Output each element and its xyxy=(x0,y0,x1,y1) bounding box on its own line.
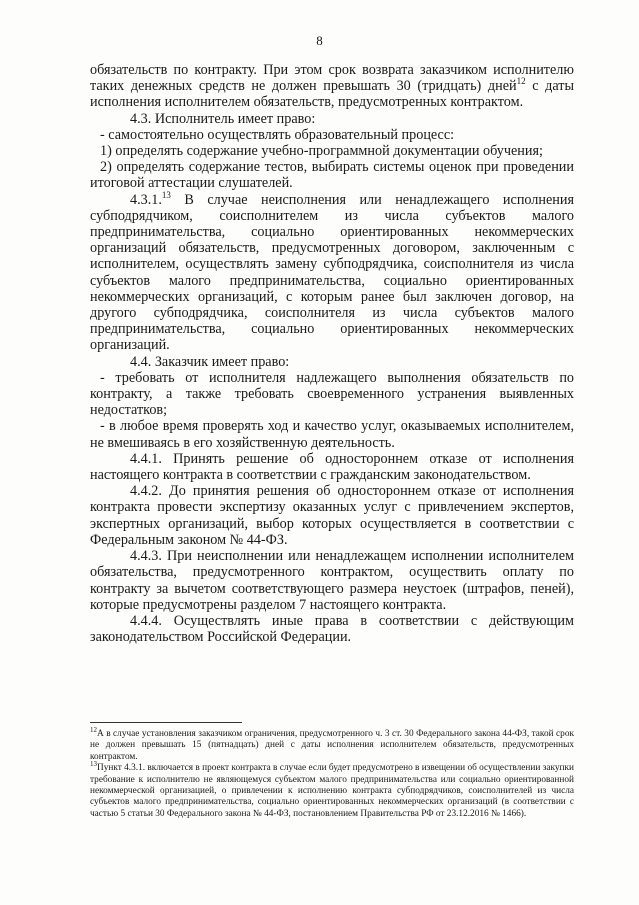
footnote-ref-13: 13 xyxy=(161,189,171,200)
contract-body-text xyxy=(90,62,574,645)
page-number: 8 xyxy=(316,33,323,48)
footnote-divider xyxy=(90,722,242,723)
clause-4-4-item-check: - в любое время проверять ход и качество услуг, оказываемых исполнителем, не вмешиваясь в его хозяйственную деятельность. xyxy=(90,418,574,451)
clause-4-3-heading: 4.3. Исполнитель имеет право: xyxy=(130,110,316,127)
clause-4-3-1: 4.3.1.13 В случае неисполнения или ненадлежащего исполнения субподрядчиком, соисполнителем из числа субъектов малого предпринимательства, социально ориентированных некоммерческих организаций обязательств, предусмотренных договором, заключенным с исполнителем, осуществлять замену субподрядчика, соисполнителя из числа субъектов малого предпринимательства, социально ориентированных некоммерческих организаций, с которым ранее был заключен договор, на другого субподрядчика, соисполнителя из числа субъектов малого предпринимательства, социально ориентированных некоммерческих организаций. xyxy=(90,189,574,354)
clause-4-4-heading: 4.4. Заказчик имеет право: xyxy=(130,353,290,370)
footnote-ref-12: 12 xyxy=(516,76,526,87)
footnote-12: $^{12}$А в случае установления заказчиком ограничения, предусмотренного ч. 3 ст. 30 Федерального закона 44-ФЗ, такой срок не должен превышать 15 (пятнадцать) дней с даты исполнения исполнителем обязательств, предусмотренных контрактом. xyxy=(90,726,574,762)
clause-4-4-1: 4.4.1. Принять решение об одностороннем отказе от исполнения настоящего контракта в соответствии с гражданским законодательством. xyxy=(90,450,574,484)
clause-4-3-item-1: 1) определять содержание учебно-программной документации обучения; xyxy=(100,143,543,160)
clause-4-4-4: 4.4.4. Осуществлять иные права в соответствии с действующим законодательством Российской Федерации. xyxy=(90,612,574,646)
clause-4-4-2: 4.4.2. До принятия решения об одностороннем отказе от исполнения контракта провести экспертизу оказанных услуг с привлечением экспертов, экспертных организаций, выбор которых осуществляется в соответствии с Федеральным законом № 44-ФЗ. xyxy=(90,483,574,548)
paragraph-refund-term: обязательств по контракту. При этом срок возврата заказчиком исполнителю таких денежных средств не должен превышать 30 (тридцать) дней$^{12}$ с даты исполнения исполнителем обязательств, предусмотренных контрактом. xyxy=(90,62,574,111)
clause-4-4-item-require: - требовать от исполнителя надлежащего выполнения обязательств по контракту, а также требовать своевременного устранения выявленных недостатков; xyxy=(90,369,574,419)
footnote-13: $^{13}$Пункт 4.3.1. включается в проект контракта в случае если будет предусмотрено в извещении об осуществлении закупки требование к исполнителю не являющемуся субъектом малого предпринимательства или социально ориентированной некоммерческой организацией, о привлечении к исполнению контракта субподрядчиков, соисполнителей из числа субъектов малого предпринимательства, социально ориентированных некоммерческих организаций (в соответствии с частью 5 статьи 30 Федерального закона № 44-ФЗ, постановлением Правительства РФ от 23.12.2016 № 1466). xyxy=(90,760,574,819)
clause-4-3-item-educational-process: - самостоятельно осуществлять образовательный процесс: xyxy=(100,126,455,143)
clause-4-4-3: 4.4.3. При неисполнении или ненадлежащем исполнении исполнителем обязательства, предусмотренного контрактом, осуществить оплату по контракту за вычетом соответствующего размера неустоек (штрафов, пеней), которые предусмотрены разделом 7 настоящего контракта. xyxy=(90,548,574,613)
footnotes xyxy=(90,726,574,820)
clause-4-3-item-2: 2) определять содержание тестов, выбирать системы оценок при проведении итоговой аттестации слушателей. xyxy=(90,159,574,192)
